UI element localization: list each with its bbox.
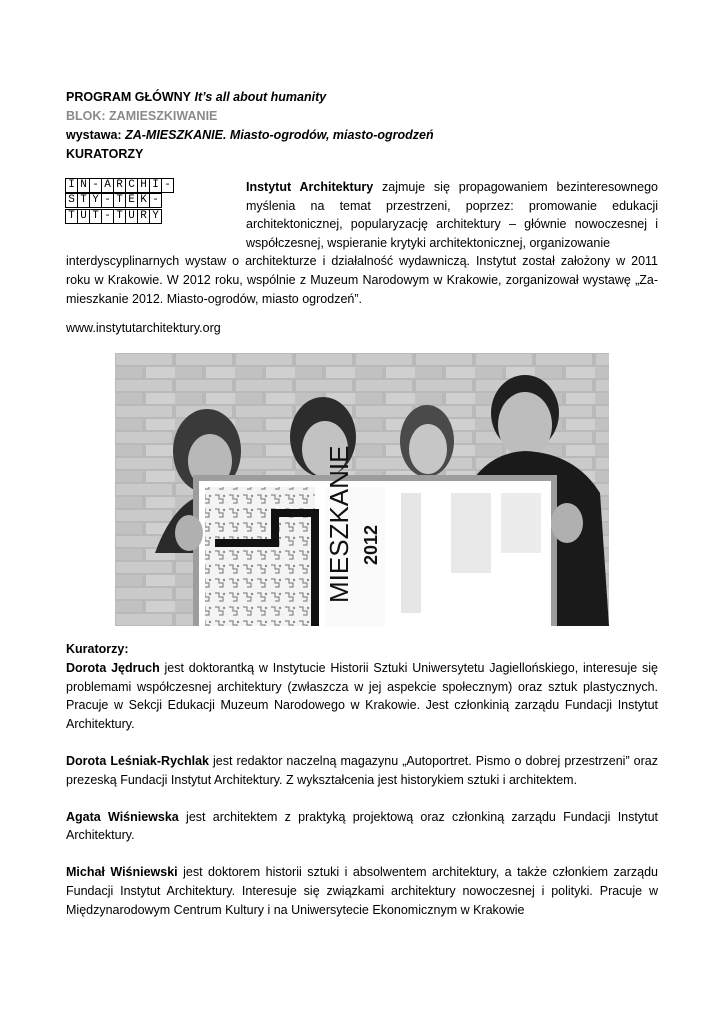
- exhibition-line: wystawa: ZA-MIESZKANIE. Miasto-ogrodów, miasto-ogrodzeń: [66, 128, 434, 142]
- logo-letter: -: [101, 193, 114, 208]
- logo-letter: -: [161, 178, 174, 193]
- logo-letter: K: [137, 193, 150, 208]
- website-link[interactable]: www.instytutarchitektury.org: [66, 321, 221, 335]
- poster-title-text: MIESZKANIE: [324, 445, 354, 603]
- curators-label: Kuratorzy:: [66, 642, 129, 656]
- block-line: BLOK: ZAMIESZKIWANIE: [66, 109, 218, 123]
- logo-letter: -: [101, 209, 114, 224]
- logo-letter: Y: [89, 193, 102, 208]
- logo-letter: T: [77, 193, 90, 208]
- logo-letter: C: [125, 178, 138, 193]
- curators-photo: [115, 353, 609, 626]
- logo-letter: T: [89, 209, 102, 224]
- intro-paragraph-indented: Instytut Architektury zajmuje się propagowaniem bezinteresownego myślenia na temat przestrzeni, poprzez: promowanie edukacji architektonicznej, popularyzację architektury – głównie nowoczesnej i współczesnej, wspieranie krytyki architektonicznej, organizowanie: [246, 180, 658, 250]
- program-line: PROGRAM GŁÓWNY It’s all about humanity: [66, 90, 327, 104]
- logo-letter: T: [113, 193, 126, 208]
- curator-bio: Agata Wiśniewska jest architektem z praktyką projektową oraz członkiną zarządu Fundacji Instytut Architektury.: [66, 809, 658, 843]
- logo-letter: I: [65, 178, 78, 193]
- logo-letter: T: [113, 209, 126, 224]
- logo-letter: H: [137, 178, 150, 193]
- curators-section: [66, 640, 658, 938]
- program-header: [66, 88, 666, 164]
- logo-letter: -: [149, 193, 162, 208]
- curators-heading: KURATORZY: [66, 147, 144, 161]
- logo-letter: Y: [149, 209, 162, 224]
- logo-letter: U: [125, 209, 138, 224]
- logo-letter: I: [149, 178, 162, 193]
- curator-bio: Michał Wiśniewski jest doktorem historii sztuki i absolwentem architektury, a także członkiem zarządu Fundacji Instytut Architektury. Interesuje się związkami architektury nowoczesnej i polityki. Pracuje w Międzynarodowym Centrum Kultury i na Uniwersytecie Ekonomicznym w Krakowie: [66, 865, 658, 917]
- logo-letter: -: [89, 178, 102, 193]
- poster-year-text: 2012: [361, 524, 381, 565]
- logo-letter: S: [65, 193, 78, 208]
- logo-letter: U: [77, 209, 90, 224]
- logo-letter: N: [77, 178, 90, 193]
- logo-letter: R: [137, 209, 150, 224]
- logo-letter: T: [65, 209, 78, 224]
- intro-paragraph-full: interdyscyplinarnych wystaw o architekturze i działalność wydawniczą. Instytut został założony w 2011 roku w Krakowie. W 2012 roku, wspólnie z Muzeum Narodowym w Krakowie, zorganizował wystawę „Za-mieszkanie 2012. Miasto-ogrodów, miasto ogrodzeń”.: [66, 254, 658, 306]
- institute-description: [66, 178, 658, 308]
- curator-bio: Dorota Leśniak-Rychlak jest redaktor naczelną magazynu „Autoportret. Pismo o dobrej przestrzeni” oraz prezeską Fundacji Instytut Architektury. Z wykształcenia jest historykiem sztuki i architektem.: [66, 753, 658, 787]
- logo-letter: R: [113, 178, 126, 193]
- curator-bio: Dorota Jędruch jest doktorantką w Instytucie Historii Sztuki Uniwersytetu Jagiellońskiego, interesuje się problemami współczesnej architektury (zwłaszcza w jej aspekcie społecznym) oraz sztuk plastycznych. Pracuje w Sekcji Edukacji Muzeum Narodowego w Krakowie. Jest członkinią zarządu Fundacji Instytut Architektury.: [66, 660, 658, 732]
- logo-letter: A: [101, 178, 114, 193]
- logo-letter: E: [125, 193, 138, 208]
